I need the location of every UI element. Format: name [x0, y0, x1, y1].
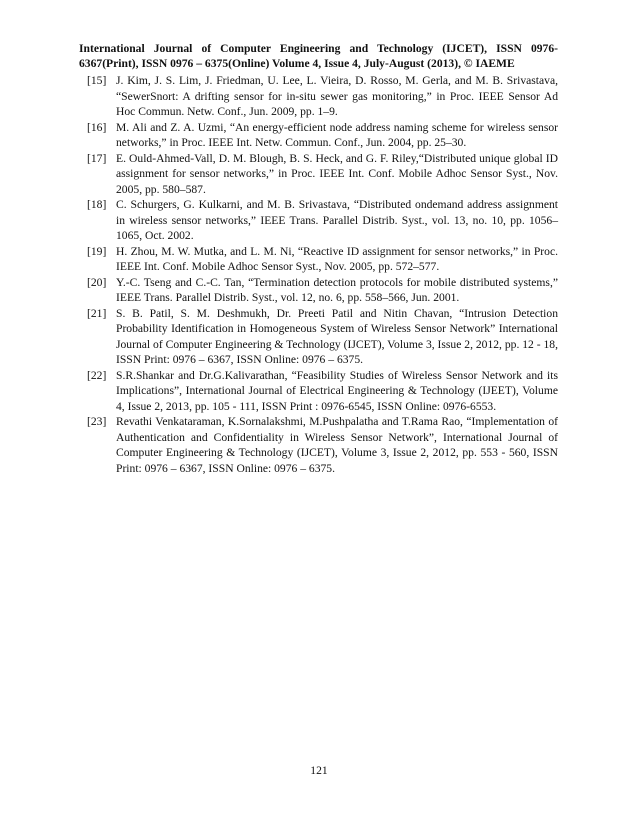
- reference-item-16: [87, 120, 558, 151]
- reference-item-17: [87, 151, 558, 198]
- reference-item-23: [87, 414, 558, 476]
- reference-text: M. Ali and Z. A. Uzmi, “An energy-efficient node address naming scheme for wireless sensor networks,” in Proc. IEEE Int. Netw. Commun. Conf., Jun. 2004, pp. 25–30.: [116, 120, 558, 149]
- reference-text: S. B. Patil, S. M. Deshmukh, Dr. Preeti Patil and Nitin Chavan, “Intrusion Detection Probability Identification in Homogeneous System of Wireless Sensor Network” International Journal of Computer Engineering & Technology (IJCET), Volume 3, Issue 2, 2012, pp. 12 - 18, ISSN Print: 0976 – 6367, ISSN Online: 0976 – 6375.: [116, 306, 558, 366]
- reference-number: [17]: [87, 151, 107, 165]
- journal-header: International Journal of Computer Engineering and Technology (IJCET), ISSN 0976-6367(Print), ISSN 0976 – 6375(Online) Volume 4, Issue 4, July-August (2013), © IAEME: [79, 42, 558, 70]
- reference-number: [23]: [87, 415, 107, 428]
- reference-number: [22]: [87, 368, 107, 382]
- reference-text: C. Schurgers, G. Kulkarni, and M. B. Srivastava, “Distributed ondemand address assignment in wireless sensor networks,” IEEE Trans. Parallel Distrib. Syst., vol. 13, no. 10, pp. 1056–1065, Oct. 2002.: [116, 198, 558, 242]
- reference-item-19: [87, 244, 558, 275]
- page-number: 121: [310, 764, 328, 777]
- reference-list: [87, 73, 558, 476]
- reference-number: [20]: [87, 275, 107, 289]
- reference-text: J. Kim, J. S. Lim, J. Friedman, U. Lee, L. Vieira, D. Rosso, M. Gerla, and M. B. Srivastava, “SewerSnort: A drifting sensor for in-situ sewer gas monitoring,” in Proc. IEEE Sensor Ad Hoc Commun. Netw. Conf., Jun. 2009, pp. 1–9.: [116, 74, 558, 118]
- reference-text: S.R.Shankar and Dr.G.Kalivarathan, “Feasibility Studies of Wireless Sensor Network and its Implications”, International Journal of Electrical Engineering & Technology (IJEET), Volume 4, Issue 2, 2013, pp. 105 - 111, ISSN Print : 0976-6545, ISSN Online: 0976-6553.: [116, 368, 558, 413]
- reference-item-15: [87, 73, 558, 120]
- reference-number: [16]: [87, 120, 107, 134]
- reference-item-18: [87, 197, 558, 244]
- reference-item-22: [87, 368, 558, 415]
- reference-text: H. Zhou, M. W. Mutka, and L. M. Ni, “Reactive ID assignment for sensor networks,” in Proc. IEEE Int. Conf. Mobile Adhoc Sensor Syst., Nov. 2005, pp. 572–577.: [116, 244, 558, 273]
- reference-number: [18]: [87, 198, 107, 211]
- reference-number: [15]: [87, 74, 107, 87]
- reference-item-20: [87, 275, 558, 306]
- reference-number: [21]: [87, 306, 107, 320]
- reference-text: E. Ould-Ahmed-Vall, D. M. Blough, B. S. Heck, and G. F. Riley,“Distributed unique global ID assignment for sensor networks,” in Proc. IEEE Int. Conf. Mobile Adhoc Sensor Syst., Nov. 2005, pp. 580–587.: [116, 151, 558, 196]
- reference-number: [19]: [87, 244, 107, 258]
- reference-item-21: [87, 306, 558, 368]
- reference-text: Y.-C. Tseng and C.-C. Tan, “Termination detection protocols for mobile distributed systems,” IEEE Trans. Parallel Distrib. Syst., vol. 12, no. 6, pp. 558–566, Jun. 2001.: [116, 275, 558, 304]
- reference-text: Revathi Venkataraman, K.Sornalakshmi, M.Pushpalatha and T.Rama Rao, “Implementation of Authentication and Confidentiality in Wireless Sensor Network”, International Journal of Computer Engineering & Technology (IJCET), Volume 3, Issue 2, 2012, pp. 553 - 560, ISSN Print: 0976 – 6367, ISSN Online: 0976 – 6375.: [116, 415, 558, 475]
